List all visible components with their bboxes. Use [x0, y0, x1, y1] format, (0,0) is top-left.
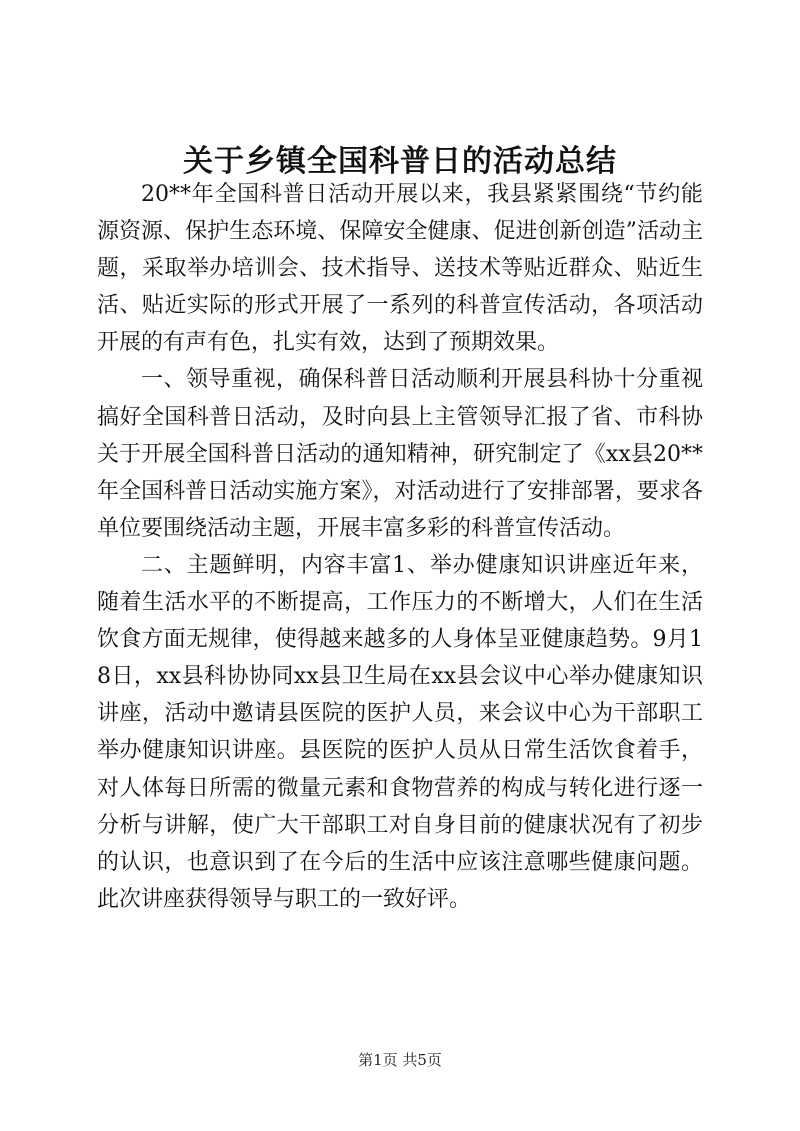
- paragraph-intro: 20**年全国科普日活动开展以来，我县紧紧围绕“节约能源资源、保护生态环境、保障安全健康、促进创新创造”活动主题，采取举办培训会、技术指导、送技术等贴近群众、贴近生活、贴近实际的形式开展了一系列的科普宣传活动，各项活动开展的有声有色，扎实有效，达到了预期效果。: [97, 182, 703, 356]
- paragraph-theme: 二、主题鲜明，内容丰富1、举办健康知识讲座近年来，随着生活水平的不断提高，工作压力的不断增大，人们在生活饮食方面无规律，使得越来越多的人身体呈亚健康趋势。9月18日，xx县科协协同xx县卫生局在xx县会议中心举办健康知识讲座，活动中邀请县医院的医护人员，来会议中心为干部职工举办健康知识讲座。县医院的医护人员从日常生活饮食着手，对人体每日所需的微量元素和食物营养的构成与转化进行逐一分析与讲解，使广大干部职工对自身目前的健康状况有了初步的认识，也意识到了在今后的生活中应该注意哪些健康问题。此次讲座获得领导与职工的一致好评。: [97, 552, 703, 912]
- paragraph-leadership: 一、领导重视，确保科普日活动顺利开展县科协十分重视搞好全国科普日活动，及时向县上主管领导汇报了省、市科协关于开展全国科普日活动的通知精神，研究制定了《xx县20**年全国科普日活动实施方案》，对活动进行了安排部署，要求各单位要围绕活动主题，开展丰富多彩的科普宣传活动。: [97, 367, 703, 541]
- document-title: 关于乡镇全国科普日的活动总结: [183, 144, 617, 179]
- document-body: [97, 176, 703, 918]
- page-number-footer: 第1页 共5页: [358, 1051, 442, 1069]
